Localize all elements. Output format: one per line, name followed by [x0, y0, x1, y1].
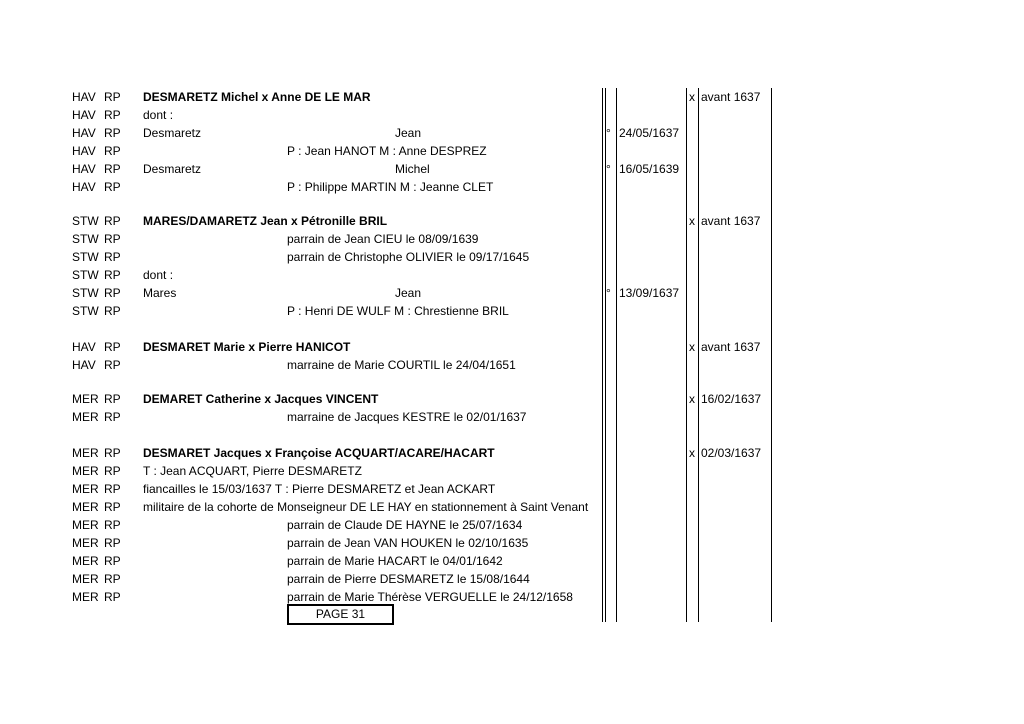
detail-text: P : Jean HANOT M : Anne DESPREZ: [287, 144, 487, 158]
table-row: [0, 338, 1024, 356]
place-cell: HAV: [72, 180, 96, 194]
marriage-date: 16/02/1637: [701, 392, 762, 406]
register-cell: RP: [104, 572, 121, 586]
place-cell: MER: [72, 446, 99, 460]
table-row: [0, 534, 1024, 552]
detail-text: parrain de Claude DE HAYNE le 25/07/1634: [287, 518, 523, 532]
register-cell: RP: [104, 410, 121, 424]
place-cell: HAV: [72, 90, 96, 104]
marriage-date: avant 1637: [701, 340, 761, 354]
detail-text: parrain de Jean CIEU le 08/09/1639: [287, 232, 479, 246]
column-divider: [698, 88, 699, 622]
place-cell: STW: [72, 214, 99, 228]
place-cell: HAV: [72, 108, 96, 122]
table-row: [0, 248, 1024, 266]
register-cell: RP: [104, 214, 121, 228]
entry-text: DESMARET Jacques x Françoise ACQUART/ACARE/HACART: [143, 446, 495, 460]
birth-date: 13/09/1637: [619, 286, 680, 300]
table-row: [0, 462, 1024, 480]
entry-text: DESMARETZ Michel x Anne DE LE MAR: [143, 90, 371, 104]
place-cell: STW: [72, 232, 99, 246]
register-cell: RP: [104, 144, 121, 158]
entry-text: DEMARET Catherine x Jacques VINCENT: [143, 392, 379, 406]
table-row: [0, 552, 1024, 570]
marriage-mark: x: [689, 392, 695, 406]
marriage-mark: x: [689, 446, 695, 460]
marriage-mark: x: [689, 214, 695, 228]
table-row: [0, 212, 1024, 230]
entry-text: Desmaretz: [143, 162, 202, 176]
column-divider: [616, 88, 617, 622]
place-cell: HAV: [72, 358, 96, 372]
detail-text: P : Henri DE WULF M : Chrestienne BRIL: [287, 304, 509, 318]
register-cell: RP: [104, 536, 121, 550]
register-cell: RP: [104, 500, 121, 514]
table-row: [0, 230, 1024, 248]
table-row: [0, 124, 1024, 142]
place-cell: MER: [72, 590, 99, 604]
register-cell: RP: [104, 162, 121, 176]
place-cell: MER: [72, 554, 99, 568]
given-name: Michel: [395, 162, 430, 176]
place-cell: HAV: [72, 144, 96, 158]
column-divider: [605, 88, 606, 622]
register-cell: RP: [104, 518, 121, 532]
entry-text: MARES/DAMARETZ Jean x Pétronille BRIL: [143, 214, 388, 228]
table-row: [0, 408, 1024, 426]
detail-text: parrain de Marie Thérèse VERGUELLE le 24/12/1658: [287, 590, 573, 604]
place-cell: MER: [72, 572, 99, 586]
marriage-date: avant 1637: [701, 214, 761, 228]
entry-text: dont :: [143, 268, 174, 282]
marriage-date: 02/03/1637: [701, 446, 762, 460]
table-row: [0, 390, 1024, 408]
register-cell: RP: [104, 304, 121, 318]
detail-text: parrain de Marie HACART le 04/01/1642: [287, 554, 503, 568]
table-row: [0, 142, 1024, 160]
place-cell: MER: [72, 500, 99, 514]
birth-mark: °: [606, 162, 611, 176]
detail-text: parrain de Jean VAN HOUKEN le 02/10/1635: [287, 536, 529, 550]
page-number-box: PAGE 31: [287, 604, 394, 625]
given-name: Jean: [395, 126, 422, 140]
place-cell: MER: [72, 536, 99, 550]
place-cell: MER: [72, 392, 99, 406]
entry-text: dont :: [143, 108, 174, 122]
place-cell: MER: [72, 410, 99, 424]
entry-text: DESMARET Marie x Pierre HANICOT: [143, 340, 351, 354]
place-cell: MER: [72, 518, 99, 532]
place-cell: HAV: [72, 340, 96, 354]
table-row: [0, 588, 1024, 606]
column-divider: [771, 88, 772, 622]
table-row: [0, 302, 1024, 320]
register-cell: RP: [104, 482, 121, 496]
entry-text: militaire de la cohorte de Monseigneur DE LE HAY en stationnement à Saint Venant: [143, 500, 589, 514]
detail-text: parrain de Pierre DESMARETZ le 15/08/1644: [287, 572, 530, 586]
detail-text: parrain de Christophe OLIVIER le 09/17/1645: [287, 250, 530, 264]
register-cell: RP: [104, 268, 121, 282]
table-row: [0, 570, 1024, 588]
table-row: [0, 160, 1024, 178]
table-row: [0, 88, 1024, 106]
birth-date: 16/05/1639: [619, 162, 680, 176]
marriage-mark: x: [689, 90, 695, 104]
column-divider: [602, 88, 603, 622]
table-row: [0, 498, 1024, 516]
entry-text: Desmaretz: [143, 126, 202, 140]
table-row: [0, 284, 1024, 302]
column-divider: [686, 88, 687, 622]
detail-text: marraine de Marie COURTIL le 24/04/1651: [287, 358, 516, 372]
register-cell: RP: [104, 590, 121, 604]
table-row: [0, 106, 1024, 124]
register-cell: RP: [104, 108, 121, 122]
register-cell: RP: [104, 126, 121, 140]
table-row: [0, 516, 1024, 534]
register-cell: RP: [104, 358, 121, 372]
register-cell: RP: [104, 180, 121, 194]
entry-text: T : Jean ACQUART, Pierre DESMARETZ: [143, 464, 362, 478]
place-cell: HAV: [72, 126, 96, 140]
register-cell: RP: [104, 232, 121, 246]
birth-date: 24/05/1637: [619, 126, 680, 140]
place-cell: MER: [72, 464, 99, 478]
birth-mark: °: [606, 126, 611, 140]
table-row: [0, 178, 1024, 196]
detail-text: P : Philippe MARTIN M : Jeanne CLET: [287, 180, 494, 194]
register-cell: RP: [104, 250, 121, 264]
place-cell: STW: [72, 268, 99, 282]
table-row: [0, 480, 1024, 498]
place-cell: HAV: [72, 162, 96, 176]
given-name: Jean: [395, 286, 422, 300]
place-cell: STW: [72, 250, 99, 264]
entry-text: Mares: [143, 286, 177, 300]
place-cell: STW: [72, 286, 99, 300]
birth-mark: °: [606, 286, 611, 300]
place-cell: STW: [72, 304, 99, 318]
entry-text: fiancailles le 15/03/1637 T : Pierre DESMARETZ et Jean ACKART: [143, 482, 496, 496]
register-cell: RP: [104, 554, 121, 568]
register-cell: RP: [104, 392, 121, 406]
place-cell: MER: [72, 482, 99, 496]
register-cell: RP: [104, 340, 121, 354]
marriage-date: avant 1637: [701, 90, 761, 104]
table-row: [0, 444, 1024, 462]
register-cell: RP: [104, 90, 121, 104]
register-cell: RP: [104, 446, 121, 460]
table-row: [0, 356, 1024, 374]
table-row: [0, 266, 1024, 284]
register-cell: RP: [104, 286, 121, 300]
register-cell: RP: [104, 464, 121, 478]
detail-text: marraine de Jacques KESTRE le 02/01/1637: [287, 410, 527, 424]
marriage-mark: x: [689, 340, 695, 354]
